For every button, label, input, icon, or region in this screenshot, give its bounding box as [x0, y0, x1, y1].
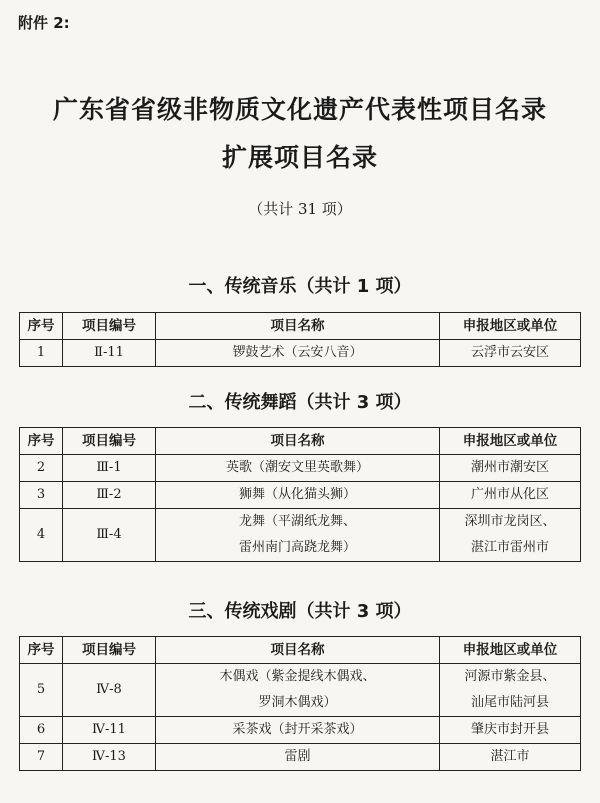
cell-code: Ⅳ-13 [63, 744, 156, 771]
project-table [19, 427, 581, 562]
document-title: 广东省省级非物质文化遗产代表性项目名录 [52, 95, 547, 124]
cell-code: Ⅳ-8 [63, 664, 156, 717]
project-table [19, 312, 581, 367]
cell-code: Ⅲ-2 [63, 482, 156, 509]
header-name: 项目名称 [156, 428, 440, 455]
cell-no: 1 [20, 340, 63, 367]
header-code: 项目编号 [63, 313, 156, 340]
header-region: 申报地区或单位 [440, 428, 581, 455]
cell-name-line: 罗洞木偶戏） [258, 695, 337, 710]
cell-name: 英歌（潮安文里英歌舞） [156, 455, 440, 482]
table-header-row [20, 313, 581, 340]
cell-code: Ⅳ-11 [63, 717, 156, 744]
cell-name: 锣鼓艺术（云安八音） [156, 340, 440, 367]
cell-region: 肇庆市封开县 [440, 717, 581, 744]
header-name: 项目名称 [156, 313, 440, 340]
cell-name-line: 龙舞（平湖纸龙舞、 [238, 514, 356, 529]
cell-no: 3 [20, 482, 63, 509]
cell-region: 湛江市 [440, 744, 581, 771]
cell-region [440, 664, 581, 717]
cell-code: Ⅱ-11 [63, 340, 156, 367]
cell-no: 6 [20, 717, 63, 744]
header-no: 序号 [20, 313, 63, 340]
project-table [19, 636, 581, 771]
table-row [20, 340, 581, 367]
cell-code: Ⅲ-1 [63, 455, 156, 482]
table-header-row [20, 428, 581, 455]
cell-name: 狮舞（从化猫头狮） [156, 482, 440, 509]
cell-name: 雷剧 [156, 744, 440, 771]
cell-region: 云浮市云安区 [440, 340, 581, 367]
cell-no: 4 [20, 509, 63, 562]
cell-region [440, 509, 581, 562]
cell-no: 7 [20, 744, 63, 771]
table-header-row [20, 637, 581, 664]
cell-no: 2 [20, 455, 63, 482]
table-row [20, 717, 581, 744]
table-row [20, 455, 581, 482]
header-region: 申报地区或单位 [440, 637, 581, 664]
header-name: 项目名称 [156, 637, 440, 664]
table-row [20, 482, 581, 509]
cell-region: 潮州市潮安区 [440, 455, 581, 482]
cell-name [156, 509, 440, 562]
cell-region-line: 汕尾市陆河县 [470, 695, 549, 710]
header-no: 序号 [20, 428, 63, 455]
table-row [20, 664, 581, 717]
cell-name [156, 664, 440, 717]
table-row [20, 509, 581, 562]
cell-region: 广州市从化区 [440, 482, 581, 509]
header-region: 申报地区或单位 [440, 313, 581, 340]
table-row [20, 744, 581, 771]
cell-name: 采茶戏（封开采茶戏） [156, 717, 440, 744]
section-title: 三、传统戏剧（共计 3 项） [188, 601, 412, 622]
cell-code: Ⅲ-4 [63, 509, 156, 562]
section-title: 一、传统音乐（共计 1 项） [188, 276, 412, 297]
header-code: 项目编号 [63, 428, 156, 455]
attachment-label: 附件 2: [18, 14, 70, 32]
header-code: 项目编号 [63, 637, 156, 664]
document-subtitle: 扩展项目名录 [221, 143, 378, 172]
cell-region-line: 河源市紫金县、 [464, 669, 556, 684]
section-title: 二、传统舞蹈（共计 3 项） [188, 392, 412, 413]
cell-name-line: 雷州南门高跷龙舞） [238, 540, 356, 555]
cell-region-line: 深圳市龙岗区、 [464, 514, 556, 529]
cell-no: 5 [20, 664, 63, 717]
cell-region-line: 湛江市雷州市 [470, 540, 549, 555]
header-no: 序号 [20, 637, 63, 664]
cell-name-line: 木偶戏（紫金提线木偶戏、 [219, 669, 376, 684]
total-count: （共计 31 项） [248, 200, 352, 218]
